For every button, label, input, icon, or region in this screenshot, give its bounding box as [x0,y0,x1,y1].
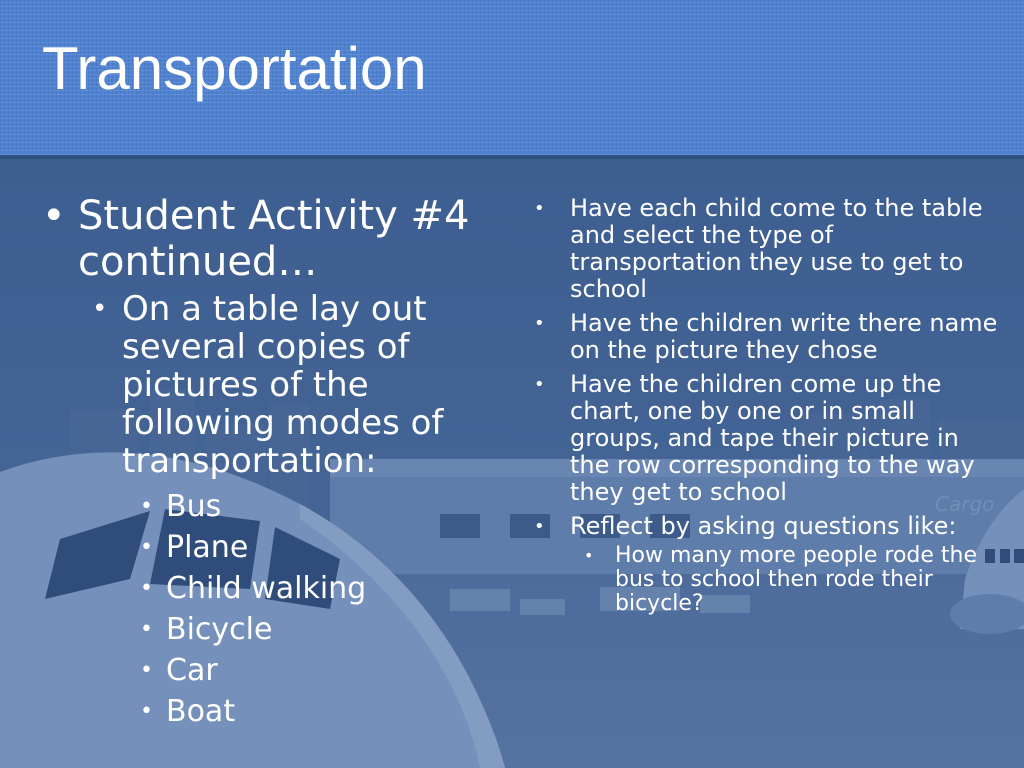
slide-title: Transportation [42,35,427,102]
bullet-tape-picture [530,371,1000,506]
mode-label: Bus [166,489,222,524]
mode-label: Plane [166,530,249,565]
bullet-dot: • [534,516,545,537]
mode-item-child-walking [42,568,502,609]
cargo-sign: Cargo [935,492,995,516]
bullet-text: How many more people rode the bus to school then rode their bicycle? [615,543,978,616]
bullet-reflect [530,513,1000,540]
right-column [530,195,1000,616]
mode-label: Car [166,653,218,688]
mode-label: Boat [166,694,236,729]
bullet-text: Have the children come up the chart, one by one or in small groups, and tape their picture in the row corresponding to the way they get to school [570,370,975,506]
bullet-text: On a table lay out several copies of pictures of the following modes of transportation: [122,289,444,481]
bullet-text: Reflect by asking questions like: [570,512,957,540]
mode-item-bicycle [42,609,502,650]
bullet-text: Have the children write there name on the picture they chose [570,309,998,364]
mode-label: Child walking [166,571,367,606]
bullet-dot: • [140,617,153,642]
mode-label: Bicycle [166,612,273,647]
mode-item-boat [42,691,502,732]
bullet-dot: • [140,535,153,560]
bullet-dot: • [534,313,545,334]
bullet-dot: • [140,699,153,724]
left-column [42,193,502,732]
bullet-instruction [42,290,502,480]
bullet-dot: • [534,374,545,395]
mode-item-plane [42,527,502,568]
bullet-write-name [530,310,1000,364]
bullet-student-activity [42,193,502,285]
bullet-dot: • [584,546,594,565]
bullet-dot: • [534,198,545,219]
bullet-dot: • [140,658,153,683]
mode-item-bus [42,486,502,527]
bullet-select-transportation [530,195,1000,303]
bullet-text: Have each child come to the table and select the type of transportation they use to get to school [570,194,983,303]
mode-item-car [42,650,502,691]
bullet-dot: • [140,494,153,519]
sub-bullet-question [530,544,1000,616]
bullet-text: Student Activity #4 continued… [78,193,470,285]
bullet-dot: • [92,294,108,324]
bullet-dot: • [140,576,153,601]
bullet-dot: • [42,193,66,239]
